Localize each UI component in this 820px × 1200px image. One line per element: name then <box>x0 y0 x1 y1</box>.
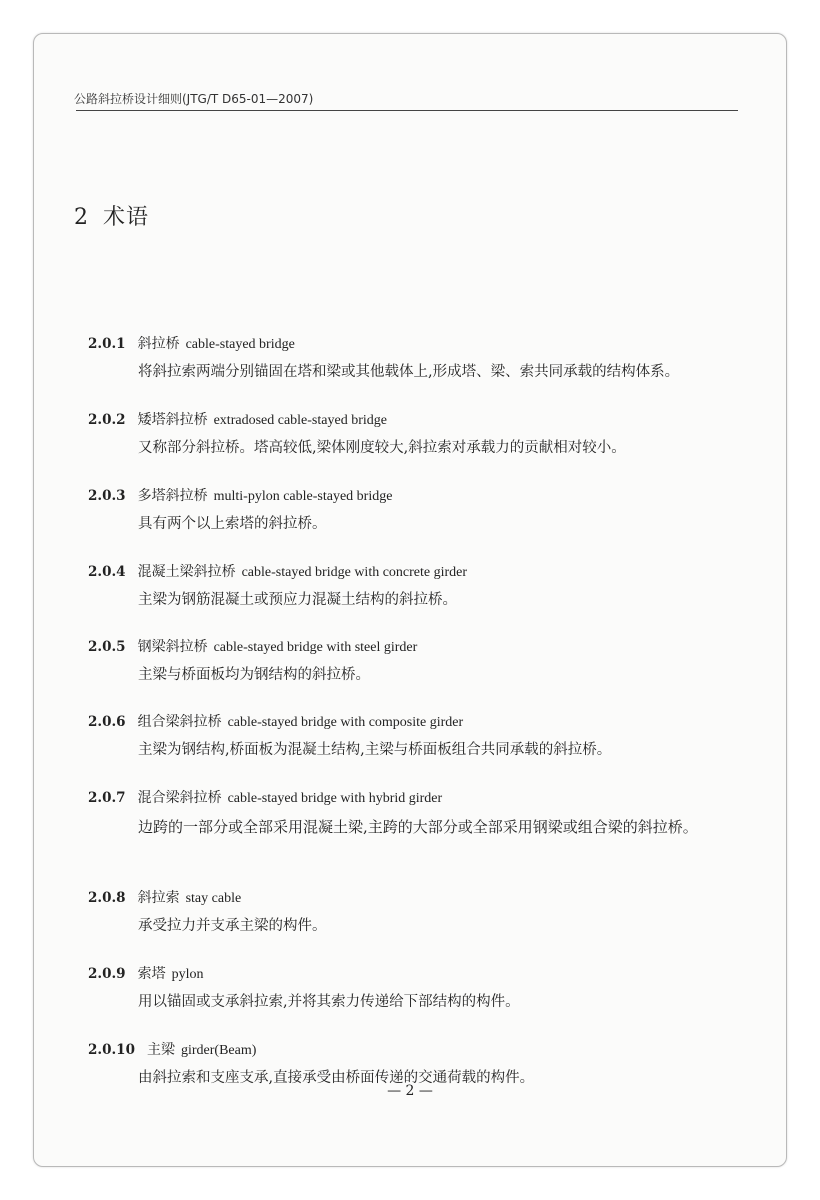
term-definition: 具有两个以上索塔的斜拉桥。 <box>138 516 327 532</box>
term-entry <box>88 712 738 764</box>
term-english: multi-pylon cable-stayed bridge <box>213 489 393 504</box>
term-chinese: 索塔 <box>137 966 166 982</box>
term-chinese: 混凝土梁斜拉桥 <box>137 564 236 580</box>
term-number: 2.0.3 <box>88 488 126 504</box>
term-number: 2.0.4 <box>88 564 126 580</box>
term-title <box>88 410 738 431</box>
term-entry <box>88 888 738 940</box>
page-number: — 2 — <box>387 1083 433 1099</box>
term-chinese: 矮塔斜拉桥 <box>137 412 208 428</box>
term-definition: 边跨的一部分或全部采用混凝土梁,主跨的大部分或全部采用钢梁或组合梁的斜拉桥。 <box>138 818 698 836</box>
term-title <box>88 562 738 583</box>
term-chinese: 斜拉索 <box>137 890 180 906</box>
term-entry <box>88 334 738 386</box>
term-number: 2.0.2 <box>88 412 126 428</box>
term-title <box>88 334 738 355</box>
term-english: pylon <box>171 967 204 982</box>
running-header: 公路斜拉桥设计细则(JTG/T D65-01—2007) <box>74 92 314 106</box>
chapter-heading <box>74 200 149 231</box>
term-english: cable-stayed bridge with steel girder <box>213 640 418 655</box>
term-number: 2.0.9 <box>88 966 126 982</box>
term-title <box>88 964 738 985</box>
term-chinese: 钢梁斜拉桥 <box>137 639 208 655</box>
term-chinese: 混合梁斜拉桥 <box>137 790 222 806</box>
term-entry <box>88 788 738 842</box>
term-english: stay cable <box>185 891 242 906</box>
term-entry <box>88 562 738 614</box>
term-definition: 主梁为钢筋混凝土或预应力混凝土结构的斜拉桥。 <box>138 592 457 608</box>
term-definition: 由斜拉索和支座支承,直接承受由桥面传递的交通荷载的构件。 <box>138 1070 535 1086</box>
term-english: cable-stayed bridge with hybrid girder <box>227 791 443 806</box>
chapter-number: 2 <box>74 205 89 230</box>
term-english: cable-stayed bridge with composite girder <box>227 715 464 730</box>
term-number: 2.0.7 <box>88 790 126 806</box>
term-english: cable-stayed bridge <box>185 337 295 352</box>
term-definition: 主梁与桥面板均为钢结构的斜拉桥。 <box>138 667 370 683</box>
term-english: cable-stayed bridge with concrete girder <box>241 565 468 580</box>
term-number: 2.0.1 <box>88 336 126 352</box>
term-entry <box>88 486 738 538</box>
term-chinese: 主梁 <box>146 1042 175 1058</box>
term-definition: 将斜拉索两端分别锚固在塔和梁或其他载体上,形成塔、梁、索共同承载的结构体系。 <box>138 364 680 380</box>
term-number: 2.0.10 <box>88 1042 135 1058</box>
chapter-title: 术语 <box>103 205 150 230</box>
term-number: 2.0.5 <box>88 639 126 655</box>
term-entry <box>88 964 738 1016</box>
term-number: 2.0.8 <box>88 890 126 906</box>
term-entry <box>88 410 738 462</box>
term-definition: 又称部分斜拉桥。塔高较低,梁体刚度较大,斜拉索对承载力的贡献相对较小。 <box>138 440 626 456</box>
term-number: 2.0.6 <box>88 714 126 730</box>
term-english: girder(Beam) <box>180 1043 257 1058</box>
term-title <box>88 1040 738 1061</box>
term-definition: 用以锚固或支承斜拉索,并将其索力传递给下部结构的构件。 <box>138 994 520 1010</box>
term-title <box>88 486 738 507</box>
term-definition: 主梁为钢结构,桥面板为混凝土结构,主梁与桥面板组合共同承载的斜拉桥。 <box>138 742 612 758</box>
term-definition: 承受拉力并支承主梁的构件。 <box>138 918 327 934</box>
term-title <box>88 637 738 658</box>
term-english: extradosed cable-stayed bridge <box>213 413 387 428</box>
term-chinese: 组合梁斜拉桥 <box>137 714 222 730</box>
header-rule <box>76 110 738 111</box>
term-chinese: 多塔斜拉桥 <box>137 488 208 504</box>
term-chinese: 斜拉桥 <box>137 336 180 352</box>
term-entry <box>88 637 738 689</box>
term-title <box>88 788 738 809</box>
term-title <box>88 712 738 733</box>
term-title <box>88 888 738 909</box>
